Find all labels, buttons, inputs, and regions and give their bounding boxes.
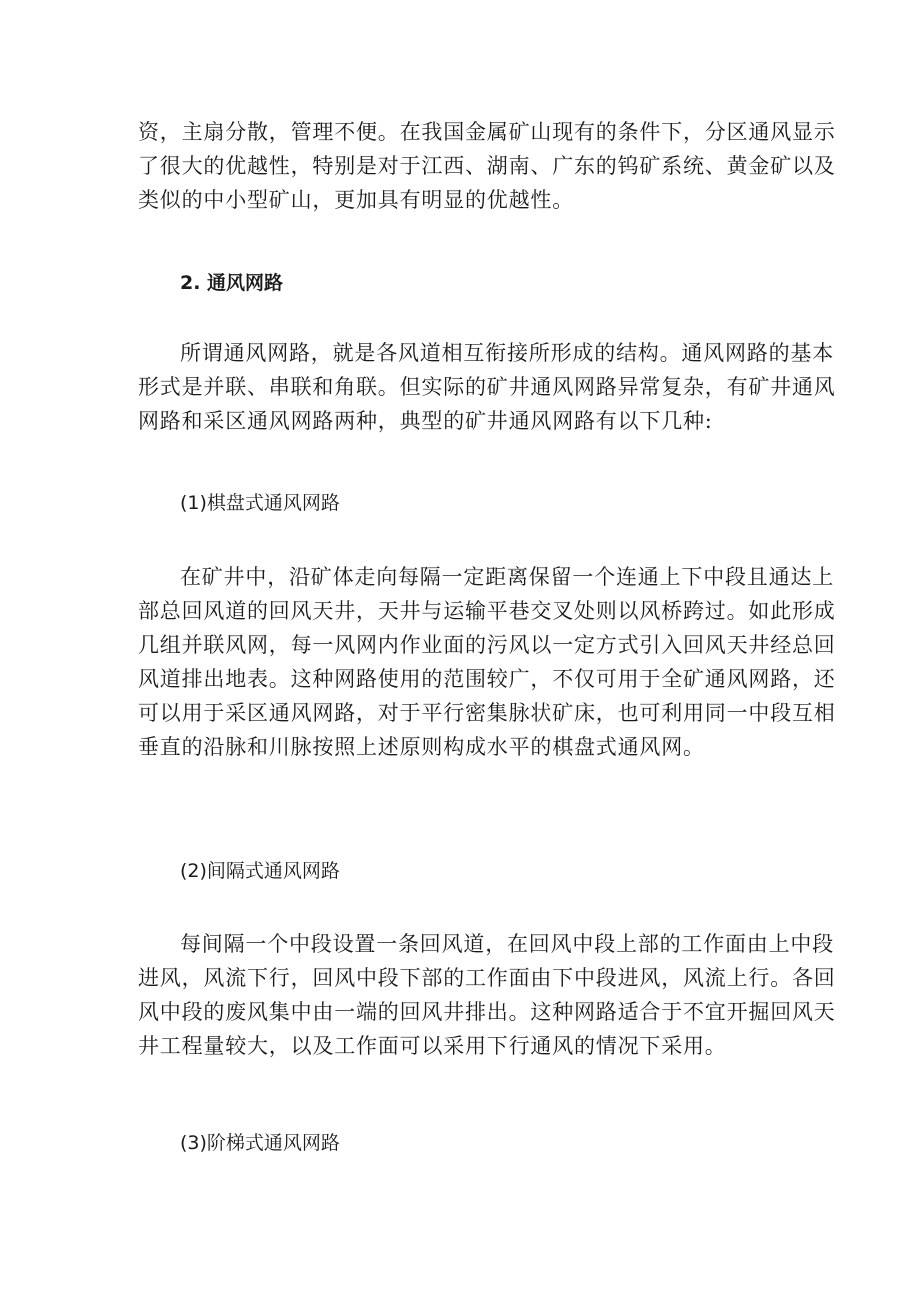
paragraph-line: 在矿井中，沿矿体走向每隔一定距离保留一个连通上下中段且通达上 [180, 565, 834, 589]
paragraph-continued [138, 115, 836, 217]
paragraph-line: 几组并联风网，每一风网内作业面的污风以一定方式引入回风天井经总回 [138, 633, 836, 657]
subheading-stepped: (3)阶梯式通风网路 [180, 1132, 340, 1154]
paragraph-line: 形式是并联、串联和角联。但实际的矿井通风网路异常复杂，有矿井通风 [138, 375, 836, 399]
paragraph-line: 所谓通风网路，就是各风道相互衔接所形成的结构。通风网路的基本 [180, 341, 834, 365]
paragraph-line: 资，主扇分散，管理不便。在我国金属矿山现有的条件下，分区通风显示 [138, 120, 836, 144]
paragraph-checkerboard [138, 560, 836, 764]
paragraph-line: 风道排出地表。这种网路使用的范围较广，不仅可用于全矿通风网路，还 [138, 667, 836, 691]
paragraph-line: 垂直的沿脉和川脉按照上述原则构成水平的棋盘式通风网。 [138, 735, 705, 759]
paragraph-line: 井工程量较大，以及工作面可以采用下行通风的情况下采用。 [138, 1034, 727, 1058]
paragraph-interval [138, 927, 836, 1063]
paragraph-line: 类似的中小型矿山，更加具有明显的优越性。 [138, 188, 574, 212]
paragraph-line: 了很大的优越性，特别是对于江西、湖南、广东的钨矿系统、黄金矿以及 [138, 154, 836, 178]
paragraph-line: 进风，风流下行，回风中段下部的工作面由下中段进风，风流上行。各回 [138, 966, 836, 990]
subheading-checkerboard: (1)棋盘式通风网路 [180, 492, 340, 514]
paragraph-line: 可以用于采区通风网路，对于平行密集脉状矿床，也可利用同一中段互相 [138, 701, 836, 725]
paragraph-ventilation-network [138, 336, 836, 438]
paragraph-line: 部总回风道的回风天井，天井与运输平巷交叉处则以风桥跨过。如此形成 [138, 599, 836, 623]
paragraph-line: 风中段的废风集中由一端的回风井排出。这种网路适合于不宜开掘回风天 [138, 1000, 836, 1024]
paragraph-line: 网路和采区通风网路两种，典型的矿井通风网路有以下几种: [138, 409, 713, 433]
subheading-interval: (2)间隔式通风网路 [180, 860, 340, 882]
paragraph-line: 每间隔一个中段设置一条回风道，在回风中段上部的工作面由上中段 [180, 932, 834, 956]
section-heading: 2. 通风网路 [180, 272, 284, 294]
